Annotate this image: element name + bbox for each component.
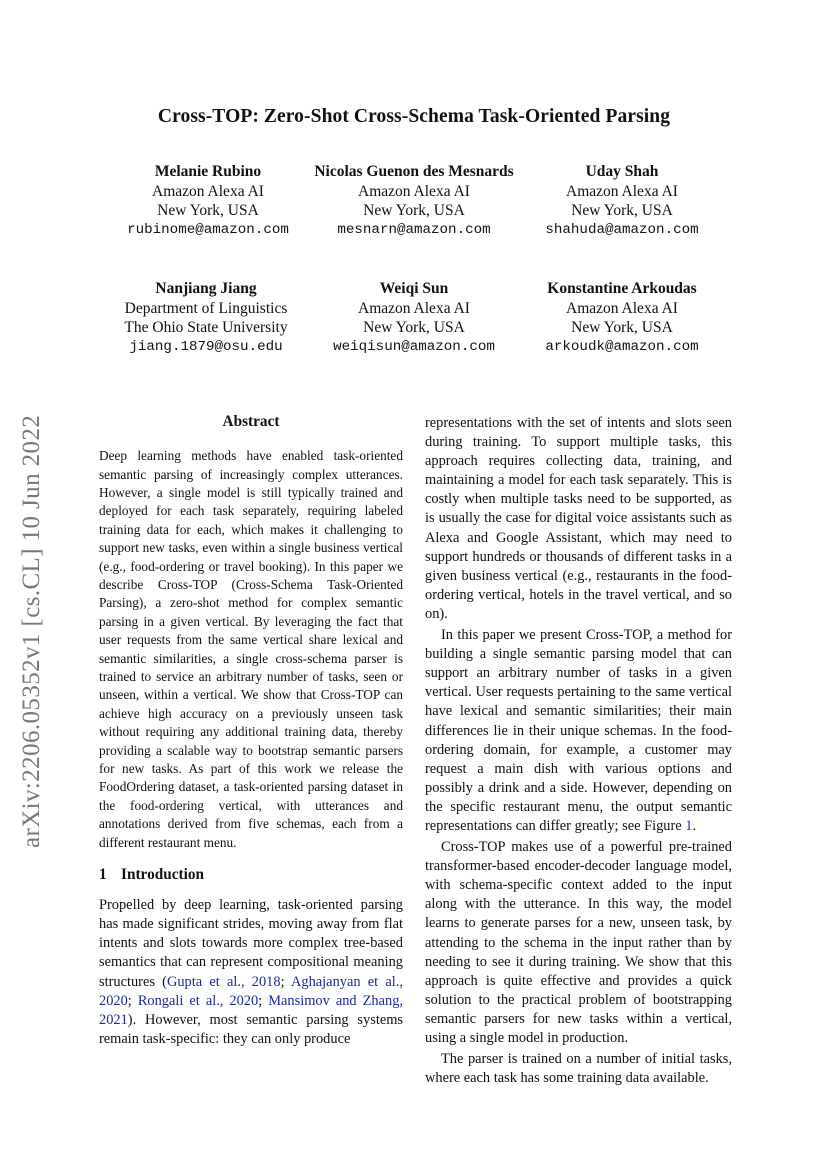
author-block bbox=[502, 162, 742, 240]
author-block bbox=[294, 279, 534, 357]
author-name: Konstantine Arkoudas bbox=[547, 280, 697, 297]
figure-reference-link[interactable]: 1 bbox=[685, 817, 693, 834]
abstract-heading: Abstract bbox=[222, 413, 280, 430]
citation-separator: ; bbox=[127, 992, 138, 1009]
author-email: weiqisun@amazon.com bbox=[333, 338, 495, 355]
author-location: New York, USA bbox=[363, 319, 465, 336]
paragraph-text: . bbox=[692, 817, 697, 834]
body-paragraph: The parser is trained on a number of initial tasks, where each task has some training data available. bbox=[425, 1051, 732, 1087]
arxiv-identifier: arXiv:2206.05352v1 [cs.CL] 10 Jun 2022 bbox=[18, 414, 45, 848]
author-name: Uday Shah bbox=[585, 163, 659, 180]
author-name: Weiqi Sun bbox=[379, 280, 449, 297]
section-number: 1 bbox=[99, 866, 107, 884]
author-email: jiang.1879@osu.edu bbox=[129, 338, 283, 355]
author-location: New York, USA bbox=[157, 202, 259, 219]
citation-link[interactable]: Mansimov and Zhang, 2021 bbox=[99, 992, 403, 1028]
author-affiliation: Amazon Alexa AI bbox=[358, 299, 470, 317]
author-affiliation: Amazon Alexa AI bbox=[152, 182, 264, 200]
paragraph-text: ). However, most semantic parsing systems remain task-specific: they can only produce bbox=[99, 1011, 403, 1047]
right-column bbox=[425, 414, 732, 1088]
author-email: rubinome@amazon.com bbox=[127, 221, 289, 238]
author-email: mesnarn@amazon.com bbox=[337, 221, 491, 238]
author-block bbox=[88, 162, 328, 240]
author-location: New York, USA bbox=[571, 319, 673, 336]
section-heading bbox=[99, 865, 403, 884]
citation-link[interactable]: Gupta et al., 2018 bbox=[166, 973, 281, 990]
paragraph-text: In this paper we present Cross-TOP, a method for building a single semantic parsing model that can support an arbitrary number of tasks in a given vertical. User requests pertaining to the same vertical have lexical and semantic similarities; their main differences lie in their unique schemas. In the food-ordering domain, for example, a customer may request a main dish with various options and possibly a drink and a side. However, depending on the specific restaurant menu, the output semantic representations can differ greatly; see Figure bbox=[425, 627, 732, 834]
body-paragraph: Cross-TOP makes use of a powerful pre-trained transformer-based encoder-decoder language model, with schema-specific context added to the input along with the utterance. In this way, the model learns to generate parses for a new, unseen task, by attending to the schema in the input rather than by needing to see it during training. We show that this approach is quite effective and provides a quick solution to the practical problem of bootstrapping semantic parsers for new tasks within a vertical, using a single model in production. bbox=[425, 839, 732, 1046]
paragraph-text: Propelled by deep learning, task-oriented parsing has made significant strides, moving away from flat intents and slots towards more complex tree-based semantics that can represent compositional meaning structures ( bbox=[99, 897, 403, 990]
citation-link[interactable]: Aghajanyan et al., 2020 bbox=[99, 973, 403, 1009]
citation-separator: ; bbox=[280, 973, 292, 990]
intro-paragraph bbox=[99, 896, 403, 1049]
author-affiliation: Amazon Alexa AI bbox=[566, 299, 678, 317]
author-location: The Ohio State University bbox=[124, 319, 288, 336]
paper-title: Cross-TOP: Zero-Shot Cross-Schema Task-Oriented Parsing bbox=[157, 106, 671, 127]
author-name: Nicolas Guenon des Mesnards bbox=[314, 163, 514, 180]
section-title: Introduction bbox=[121, 866, 205, 884]
author-location: New York, USA bbox=[363, 202, 465, 219]
author-name: Nanjiang Jiang bbox=[155, 280, 257, 297]
author-affiliation: Amazon Alexa AI bbox=[566, 182, 678, 200]
citation-separator: ; bbox=[258, 992, 269, 1009]
author-location: New York, USA bbox=[571, 202, 673, 219]
author-block bbox=[294, 162, 534, 240]
author-block bbox=[86, 279, 326, 357]
body-paragraph bbox=[425, 626, 732, 836]
abstract-body: Deep learning methods have enabled task-oriented semantic parsing of increasingly complex utterances. However, a single model is still typically trained and deployed for each task separately, requiring labeled training data for each, which makes it challenging to support new tasks, even within a single business vertical (e.g., food-ordering or travel booking). In this paper we describe Cross-TOP (Cross-Schema Task-Oriented Parsing), a zero-shot method for complex semantic parsing in a given vertical. By leveraging the fact that user requests from the same vertical share lexical and semantic similarities, a single cross-schema parser is trained to service an arbitrary number of tasks, seen or unseen, within a vertical. We show that Cross-TOP can achieve high accuracy on a previously unseen task without requiring any additional training data, thereby providing a scalable way to bootstrap semantic parsers for new tasks. As part of this work we release the FoodOrdering dataset, a task-oriented parsing dataset in the food-ordering vertical, with utterances and annotations derived from five schemas, each from a different restaurant menu. bbox=[99, 448, 403, 850]
author-name: Melanie Rubino bbox=[154, 163, 262, 180]
author-affiliation: Amazon Alexa AI bbox=[358, 182, 470, 200]
citation-link[interactable]: Rongali et al., 2020 bbox=[137, 992, 259, 1009]
author-affiliation: Department of Linguistics bbox=[124, 299, 288, 317]
left-column bbox=[99, 412, 403, 1049]
author-block bbox=[502, 279, 742, 357]
author-email: arkoudk@amazon.com bbox=[545, 338, 699, 355]
author-email: shahuda@amazon.com bbox=[545, 221, 699, 238]
body-paragraph: representations with the set of intents and slots seen during training. To support multiple tasks, this approach requires collecting data, training, and maintaining a model for each task separately. This is costly when multiple tasks need to be supported, as is usually the case for digital voice assistants such as Alexa and Google Assistant, which may need to support hundreds or thousands of different tasks in a given business vertical (e.g., restaurants in the food-ordering vertical, hotels in the travel vertical, and so on). bbox=[425, 415, 732, 622]
